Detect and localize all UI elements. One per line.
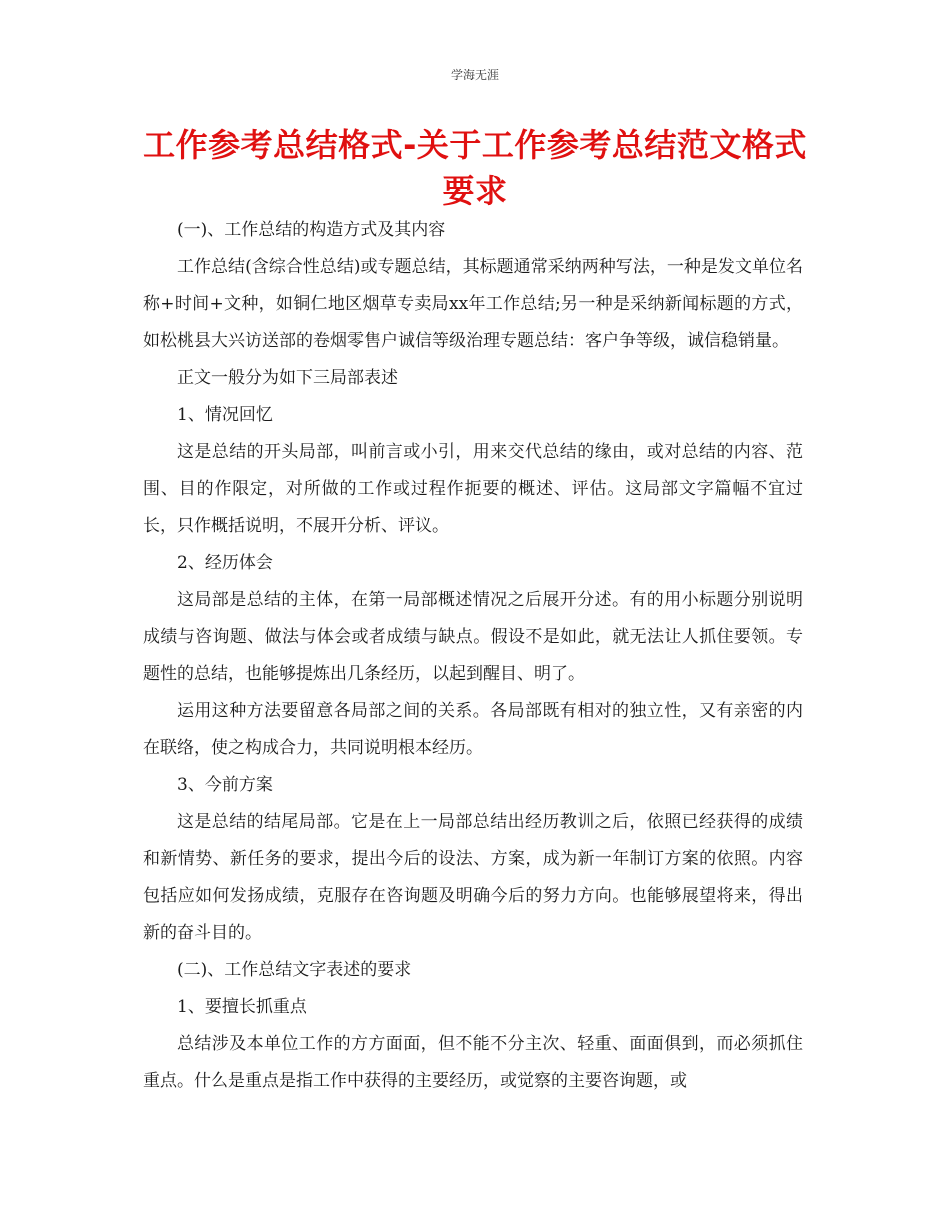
section-heading: (一)、工作总结的构造方式及其内容 bbox=[177, 220, 446, 240]
body-paragraph: 工作总结(含综合性总结)或专题总结，其标题通常采纳两种写法，一种是发文单位名称+时间+文种，如铜仁地区烟草专卖局xx年工作总结;另一种是采纳新闻标题的方式，如松桃县大兴访送部的卷烟零售户诚信等级治理专题总结：客户争等级，诚信稳销量。 bbox=[143, 257, 803, 351]
body-paragraph: 总结涉及本单位工作的方方面面，但不能不分主次、轻重、面面俱到，而必须抓住重点。什么是重点是指工作中获得的主要经历，或觉察的主要咨询题，或 bbox=[143, 1034, 803, 1091]
body-paragraph: 运用这种方法要留意各局部之间的关系。各局部既有相对的独立性，又有亲密的内在联络，使之构成合力，共同说明根本经历。 bbox=[143, 701, 803, 758]
page-header: 学海无涯 bbox=[450, 68, 499, 82]
body-paragraph: 正文一般分为如下三局部表述 bbox=[177, 368, 398, 388]
body-paragraph: 这是总结的开头局部，叫前言或小引，用来交代总结的缘由，或对总结的内容、范围、目的作限定，对所做的工作或过程作扼要的概述、评估。这局部文字篇幅不宜过长，只作概括说明，不展开分析、评议。 bbox=[143, 442, 803, 536]
body-paragraph: 这是总结的结尾局部。它是在上一局部总结出经历教训之后，依照已经获得的成绩和新情势、新任务的要求，提出今后的设法、方案，成为新一年制订方案的依照。内容包括应如何发扬成绩，克服存在咨询题及明确今后的努力方向。也能够展望将来，得出新的奋斗目的。 bbox=[143, 812, 803, 943]
document-body bbox=[143, 212, 803, 1100]
subsection-heading: 1、要擅长抓重点 bbox=[177, 997, 307, 1017]
subsection-heading: 2、经历体会 bbox=[177, 553, 273, 573]
body-paragraph: 这局部是总结的主体，在第一局部概述情况之后展开分述。有的用小标题分别说明成绩与咨询题、做法与体会或者成绩与缺点。假设不是如此，就无法让人抓住要领。专题性的总结，也能够提炼出几条经历，以起到醒目、明了。 bbox=[143, 590, 803, 684]
document-title: 工作参考总结格式-关于工作参考总结范文格式要求 bbox=[143, 126, 807, 210]
subsection-heading: 3、今前方案 bbox=[177, 775, 273, 795]
subsection-heading: 1、情况回忆 bbox=[177, 405, 273, 425]
section-heading: (二)、工作总结文字表述的要求 bbox=[177, 960, 412, 980]
